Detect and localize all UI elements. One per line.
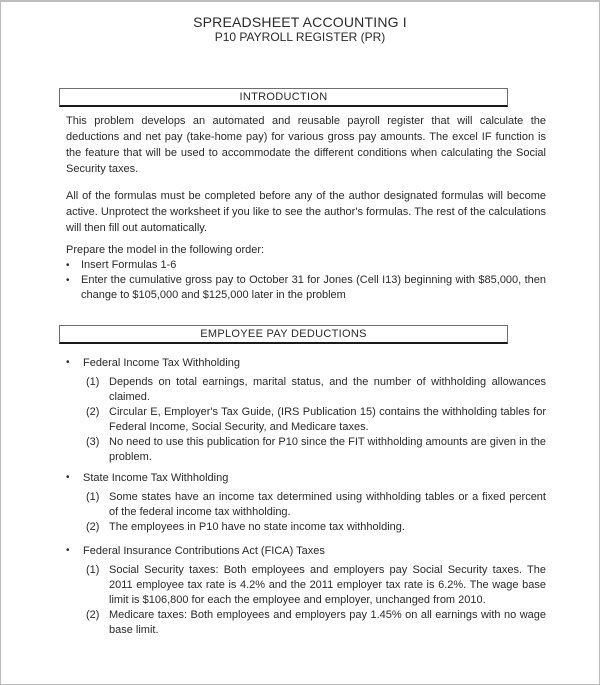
- numbered-point: [66, 375, 546, 405]
- point-text: Depends on total earnings, marital status, and the number of withholding allowances claimed.: [109, 376, 546, 403]
- section-heading-introduction: INTRODUCTION: [59, 88, 508, 107]
- page-subtitle: P10 PAYROLL REGISTER (PR): [214, 30, 386, 44]
- prepare-order-item-1: [66, 258, 546, 273]
- point-number: (1): [86, 491, 100, 503]
- point-number: (1): [86, 564, 100, 576]
- bullet-icon: •: [66, 545, 70, 556]
- topic-points: [66, 563, 546, 638]
- prepare-order-item-2: [66, 273, 546, 303]
- page-title: SPREADSHEET ACCOUNTING I: [193, 14, 407, 30]
- numbered-point: [66, 520, 546, 535]
- point-text: Some states have an income tax determined using withholding tables or a fixed percent of the federal income tax withholding.: [109, 491, 546, 518]
- bullet-icon: •: [66, 275, 70, 286]
- point-text: Social Security taxes: Both employees and employers pay Social Security taxes. The 2011 employee tax rate is 4.2% and the 2011 employer tax rate is 6.2%. The wage base limit is $106,800 for each the employee and employer, unchanged from 2010.: [109, 564, 546, 606]
- topic-title-row: [66, 355, 546, 371]
- bullet-icon: •: [66, 472, 70, 483]
- point-number: (2): [86, 521, 100, 533]
- document-body: [66, 88, 546, 638]
- numbered-point: [66, 405, 546, 435]
- topic-state-income-tax-withholding: [66, 470, 546, 535]
- topic-federal-income-tax-withholding: [66, 355, 546, 465]
- topic-title-row: [66, 470, 546, 486]
- topic-title: State Income Tax Withholding: [83, 472, 229, 484]
- topic-title: Federal Income Tax Withholding: [83, 357, 240, 369]
- point-text: The employees in P10 have no state income tax withholding.: [109, 521, 405, 533]
- point-number: (2): [86, 609, 100, 621]
- topic-fica-taxes: [66, 543, 546, 638]
- numbered-point: [66, 563, 546, 608]
- intro-paragraph-2: All of the formulas must be completed before any of the author designated formulas will become active. Unprotect the worksheet if you like to see the author's formulas. The rest of the calculations will then fill out automatically.: [66, 190, 546, 234]
- point-number: (1): [86, 376, 100, 388]
- topic-title: Federal Insurance Contributions Act (FICA) Taxes: [83, 545, 325, 557]
- point-number: (3): [86, 436, 100, 448]
- topic-points: [66, 490, 546, 535]
- topic-points: [66, 375, 546, 465]
- bullet-icon: •: [66, 357, 70, 368]
- point-text: Circular E, Employer's Tax Guide, (IRS Publication 15) contains the withholding tables for Federal Income, Social Security, and Medicare taxes.: [109, 406, 546, 433]
- prepare-order-item-text: Insert Formulas 1-6: [81, 259, 177, 271]
- numbered-point: [66, 490, 546, 520]
- bullet-icon: •: [66, 260, 70, 271]
- point-text: Medicare taxes: Both employees and employers pay 1.45% on all earnings with no wage base limit.: [109, 609, 546, 636]
- point-text: No need to use this publication for P10 since the FIT withholding amounts are given in the problem.: [109, 436, 547, 463]
- prepare-order-item-text: Enter the cumulative gross pay to October 31 for Jones (Cell I13) beginning with $85,000, then change to $105,000 and $125,000 later in the problem: [81, 274, 546, 301]
- point-number: (2): [86, 406, 100, 418]
- section-heading-employee-pay-deductions: EMPLOYEE PAY DEDUCTIONS: [59, 325, 508, 344]
- prepare-order-lead: Prepare the model in the following order:: [66, 244, 265, 256]
- intro-paragraph-1: This problem develops an automated and reusable payroll register that will calculate the deductions and net pay (take-home pay) for various gross pay amounts. The excel IF function is the feature that will be used to accommodate the different conditions when calculating the Social Security taxes.: [66, 115, 546, 175]
- numbered-point: [66, 608, 546, 638]
- numbered-point: [66, 435, 546, 465]
- topic-title-row: [66, 543, 546, 559]
